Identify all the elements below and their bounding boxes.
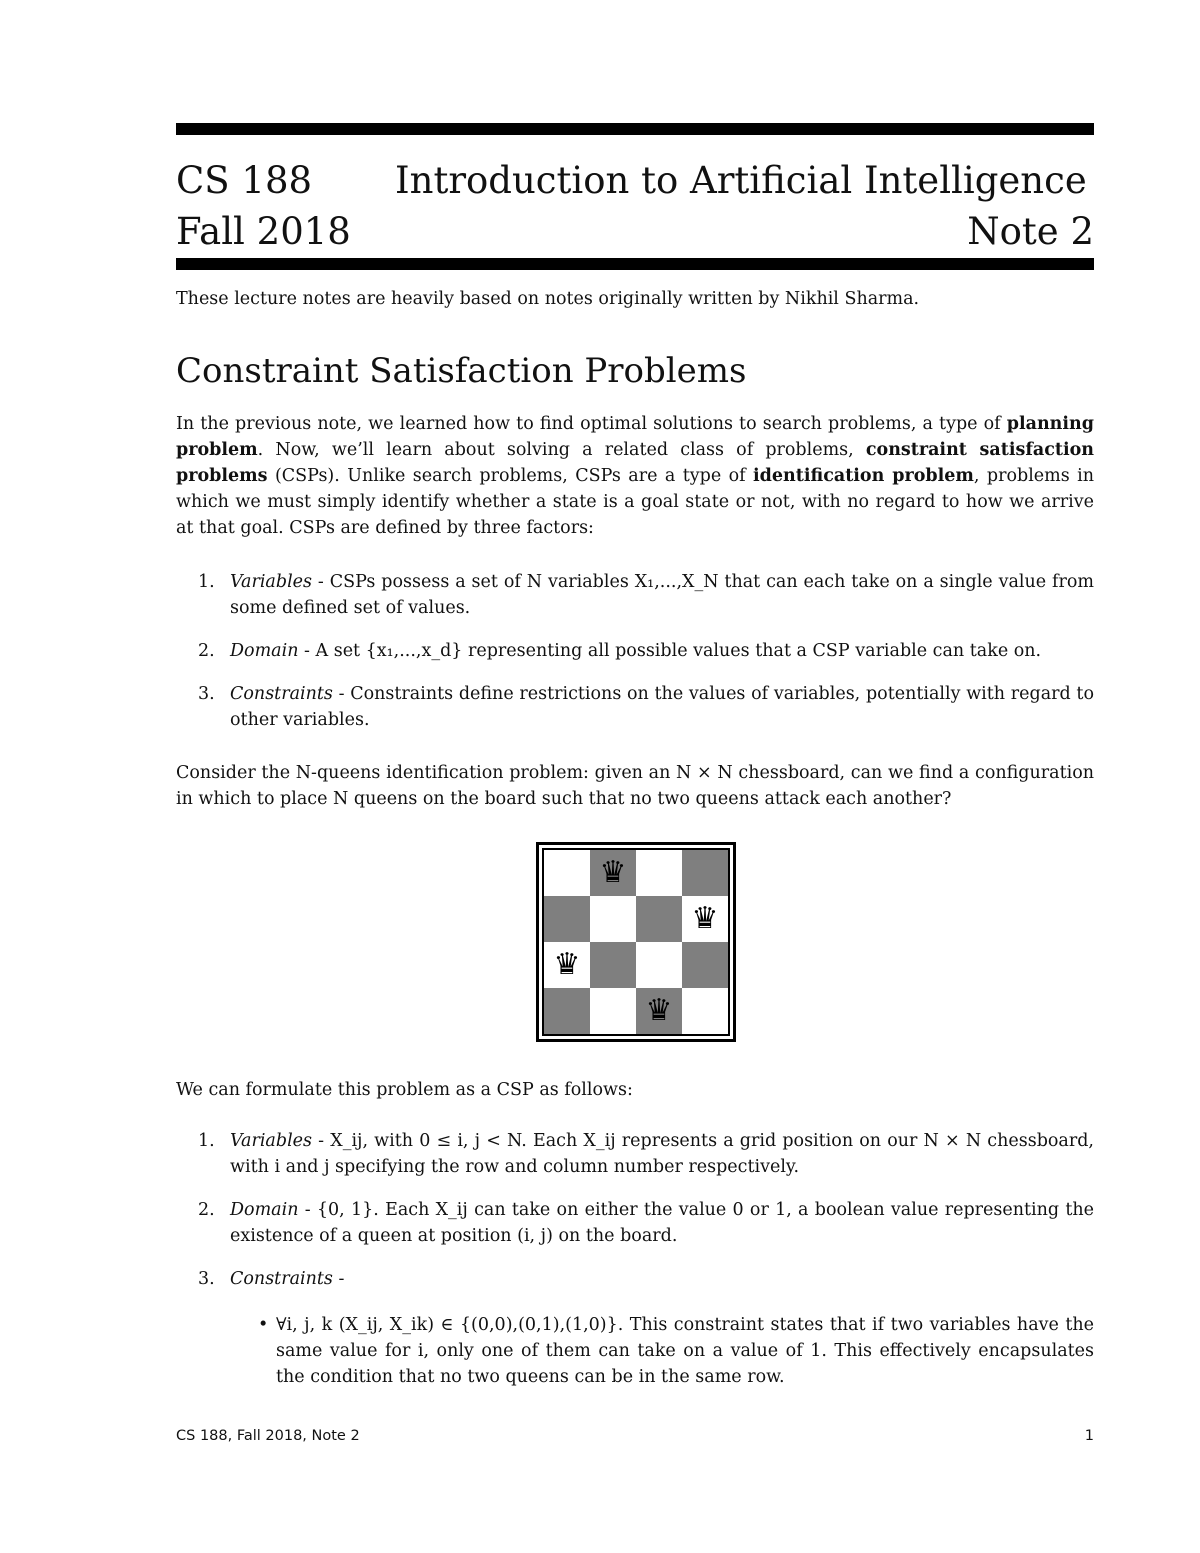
constraints-bullet-list (256, 1312, 1094, 1390)
board-square (636, 850, 682, 896)
note-number: Note 2 (967, 210, 1094, 253)
board-square (636, 942, 682, 988)
page-number: 1 (1084, 1428, 1094, 1444)
board-square (682, 942, 728, 988)
queen-icon: ♛ (553, 947, 581, 982)
board-square (544, 988, 590, 1034)
chessboard-figure (536, 842, 736, 1042)
board-square (590, 850, 636, 896)
list-item: 1. Variables - X_ij, with 0 ≤ i, j < N. Each X_ij represents a grid position on our N × N chessboard, with i and j specifying the row and column number respectively. (198, 1131, 1094, 1177)
paragraph-nqueens: Consider the N-queens identification problem: given an N × N chessboard, can we find a configuration in which to place N queens on the board such that no two queens attack each another? (176, 763, 1094, 809)
list-item: 3. Constraints - Constraints define restrictions on the values of variables, potentially with regard to other variables. (198, 684, 1094, 730)
list-item: 2. Domain - A set {x₁,...,x_d} representing all possible values that a CSP variable can take on. (198, 641, 1042, 661)
board-square (544, 850, 590, 896)
board-square (590, 896, 636, 942)
board-square (590, 988, 636, 1034)
csp-factors-list (176, 569, 1094, 750)
queen-icon: ♛ (691, 901, 719, 936)
board-square (544, 942, 590, 988)
footer-left: CS 188, Fall 2018, Note 2 (176, 1428, 360, 1444)
section-title: Constraint Satisfaction Problems (176, 351, 747, 391)
header-top-rule (176, 123, 1094, 135)
list-item: 2. Domain - {0, 1}. Each X_ij can take on either the value 0 or 1, a boolean value representing the existence of a queen at position (i, j) on the board. (198, 1200, 1094, 1246)
paragraph-formulation: We can formulate this problem as a CSP as follows: (176, 1080, 633, 1100)
chessboard-grid (542, 848, 730, 1036)
csp-formulation-list (176, 1128, 1094, 1309)
term: Fall 2018 (176, 210, 351, 253)
course-title: Introduction to Artificial Intelligence (395, 159, 1087, 202)
paragraph-intro: In the previous note, we learned how to find optimal solutions to search problems, a type of planning problem. Now, we’ll learn about solving a related class of problems, constraint satisfaction problems (CSPs). Unlike search problems, CSPs are a type of identification problem, problems in which we must simply identify whether a state is a goal state or not, with no regard to how we arrive at that goal. CSPs are defined by three factors: (176, 414, 1094, 538)
queen-icon: ♛ (599, 855, 627, 890)
board-square (636, 896, 682, 942)
list-item: • ∀i, j, k (X_ij, X_ik) ∈ {(0,0),(0,1),(1,0)}. This constraint states that if two variables have the same value for i, only one of them can take on a value of 1. This effectively encapsulates the condition that no two queens can be in the same row. (258, 1315, 1094, 1387)
board-square (682, 896, 728, 942)
board-square (590, 942, 636, 988)
board-square (544, 896, 590, 942)
list-item: 1. Variables - CSPs possess a set of N variables X₁,...,X_N that can each take on a single value from some defined set of values. (198, 572, 1094, 618)
board-square (636, 988, 682, 1034)
board-square (682, 850, 728, 896)
list-item: 3. Constraints - (198, 1269, 345, 1289)
intro-line: These lecture notes are heavily based on notes originally written by Nikhil Sharma. (176, 289, 920, 309)
header-bottom-rule (176, 258, 1094, 270)
queen-icon: ♛ (645, 993, 673, 1028)
board-square (682, 988, 728, 1034)
course-number: CS 188 (176, 159, 313, 202)
